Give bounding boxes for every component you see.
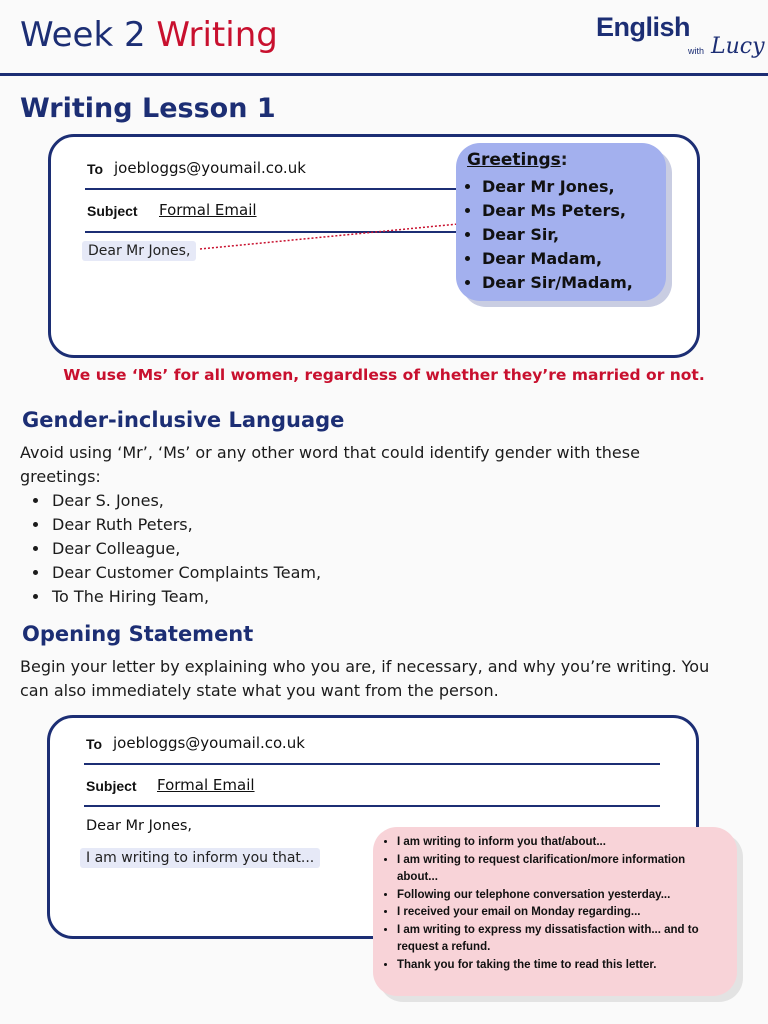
to-label: To — [86, 736, 103, 752]
greetings-list — [456, 175, 633, 295]
subject-divider — [84, 805, 660, 807]
to-value: joebloggs@youmail.co.uk — [113, 734, 305, 752]
list-item: • To The Hiring Team, — [50, 585, 321, 609]
opening-item: • Following our telephone conversation yesterday... — [397, 887, 727, 905]
greetings-callout — [456, 143, 666, 301]
logo-text-main: English — [596, 12, 691, 42]
openings-callout — [373, 827, 737, 996]
subject-value: Formal Email — [159, 201, 257, 219]
to-value: joebloggs@youmail.co.uk — [114, 159, 306, 177]
to-label: To — [87, 161, 104, 177]
greeting-item: • Dear Ms Peters, — [482, 199, 633, 223]
ms-usage-note: We use ‘Ms’ for all women, regardless of whether they’re married or not. — [63, 366, 705, 384]
salutation-chip: Dear Mr Jones, — [82, 241, 196, 261]
gender-section-heading: Gender-inclusive Language — [22, 408, 345, 432]
greeting-item: • Dear Madam, — [482, 247, 633, 271]
gender-greetings-list — [20, 489, 321, 609]
subject-value: Formal Email — [157, 776, 255, 794]
header-title-main: Week 2 — [20, 15, 157, 55]
opening-section-text: Begin your letter by explaining who you are, if necessary, and why you’re writing. You can also immediately state what you want from the person. — [20, 657, 710, 700]
list-item: • Dear Ruth Peters, — [50, 513, 321, 537]
salutation-text: Dear Mr Jones, — [86, 818, 193, 834]
list-item: • Dear Colleague, — [50, 537, 321, 561]
lesson-title: Writing Lesson 1 — [20, 93, 276, 124]
opening-chip: I am writing to inform you that... — [80, 848, 320, 868]
opening-item: • I am writing to express my dissatisfaction with... and to request a refund. — [397, 922, 727, 957]
opening-item: • Thank you for taking the time to read this letter. — [397, 957, 727, 975]
greetings-title-wrap — [467, 150, 568, 170]
list-item: • Dear S. Jones, — [50, 489, 321, 513]
openings-list — [373, 834, 727, 974]
opening-item: • I received your email on Monday regarding... — [397, 904, 727, 922]
greeting-item: • Dear Sir, — [482, 223, 633, 247]
logo-text-with: with — [688, 46, 705, 56]
opening-item: • I am writing to request clarification/more information about... — [397, 852, 727, 887]
subject-label: Subject — [87, 203, 138, 219]
header-title-accent: Writing — [156, 15, 278, 55]
logo-text-script: Lucy — [711, 34, 765, 59]
list-item: • Dear Customer Complaints Team, — [50, 561, 321, 585]
opening-item: • I am writing to inform you that/about... — [397, 834, 727, 852]
greetings-colon: : — [560, 150, 568, 170]
subject-label: Subject — [86, 778, 137, 794]
opening-section-heading: Opening Statement — [22, 622, 254, 646]
gender-section-intro: Avoid using ‘Mr’, ‘Ms’ or any other word that could identify gender with these greetings: — [20, 443, 640, 486]
greeting-item: • Dear Mr Jones, — [482, 175, 633, 199]
to-divider — [84, 763, 660, 765]
greeting-item: • Dear Sir/Madam, — [482, 271, 633, 295]
greetings-title: Greetings — [467, 150, 561, 170]
